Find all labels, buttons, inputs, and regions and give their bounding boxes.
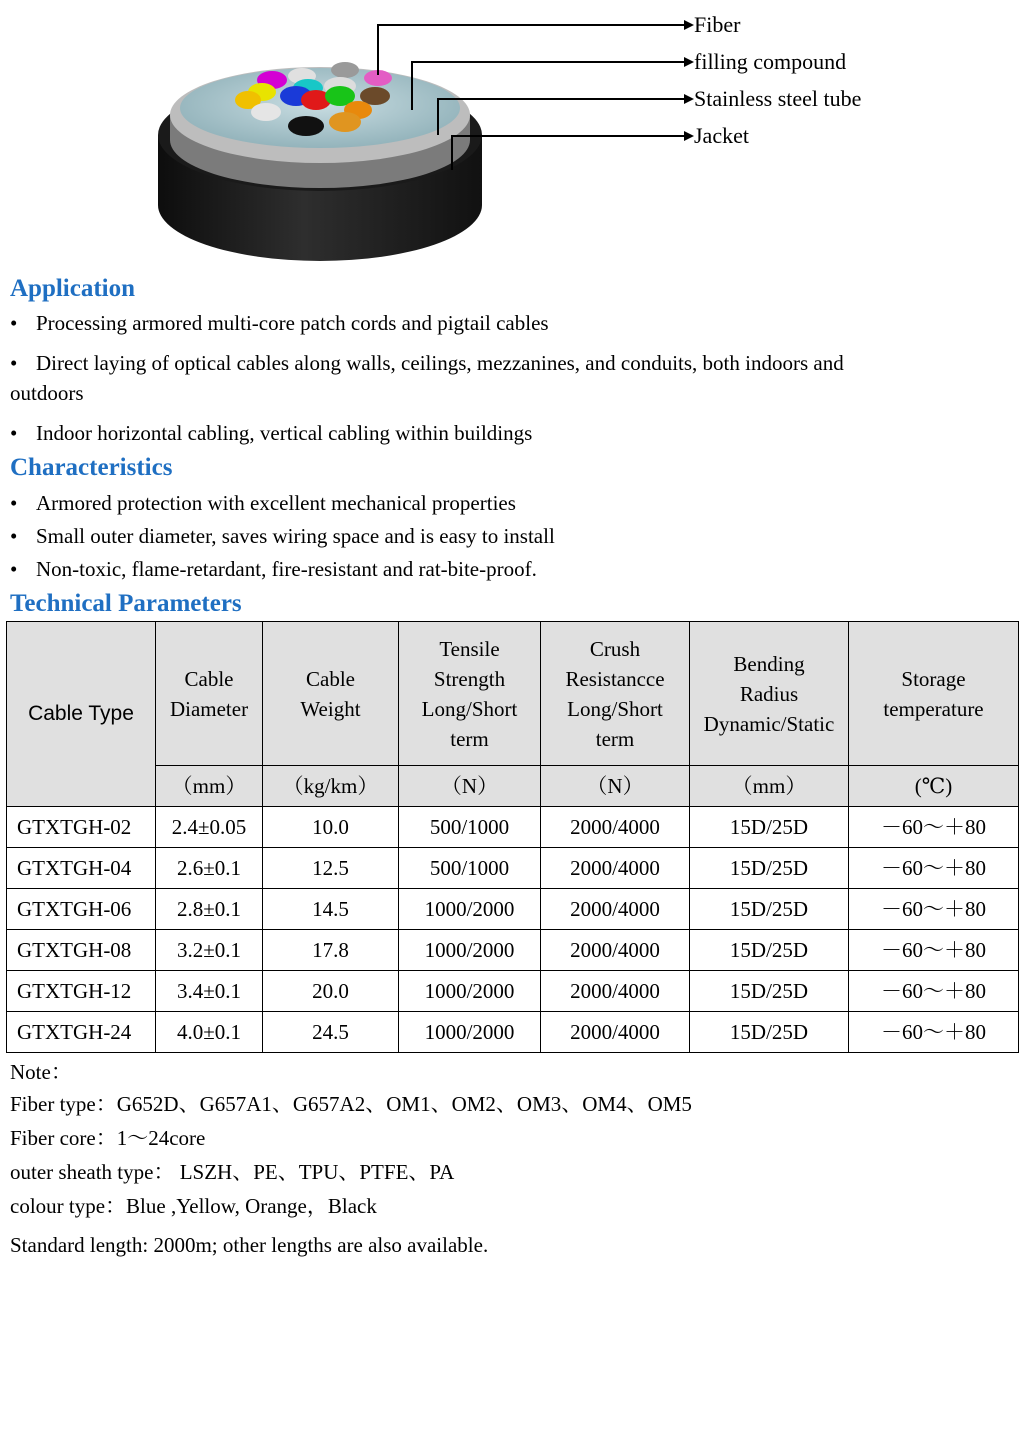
table-cell: 500/1000	[399, 807, 541, 848]
header-crush-resistance: Crush Resistancce Long/Short term	[541, 622, 690, 766]
table-cell: －60～＋80	[849, 1012, 1019, 1053]
note-fiber-type: Fiber type：G652D、G657A1、G657A2、OM1、OM2、OM3、OM4、OM5	[10, 1092, 692, 1116]
table-cell: 1000/2000	[399, 889, 541, 930]
table-row	[7, 848, 1019, 889]
technical-parameters-table	[6, 621, 1019, 1053]
table-cell: 2000/4000	[541, 1012, 690, 1053]
unit-cell: (℃)	[849, 766, 1019, 807]
characteristics-item-text: Armored protection with excellent mechanical properties	[36, 491, 516, 515]
note-colour-type: colour type：Blue ,Yellow, Orange，Black	[10, 1194, 377, 1218]
table-body	[7, 807, 1019, 1053]
callout-stainless-steel-tube: Stainless steel tube	[694, 86, 862, 111]
table-cell: 2000/4000	[541, 807, 690, 848]
table-cell: 15D/25D	[690, 807, 849, 848]
table-cell: －60～＋80	[849, 930, 1019, 971]
table-cell: 15D/25D	[690, 889, 849, 930]
application-item: • Indoor horizontal cabling, vertical cabling within buildings	[10, 421, 533, 445]
table-cell: －60～＋80	[849, 807, 1019, 848]
note-outer-sheath-type: outer sheath type： LSZH、PE、TPU、PTFE、PA	[10, 1160, 455, 1184]
callout-fiber: Fiber	[694, 12, 741, 37]
callout-filling-compound: filling compound	[694, 49, 847, 74]
table-header-row	[7, 622, 1019, 766]
cable-cross-section-figure	[0, 0, 1024, 275]
table-cell: 2.6±0.1	[156, 848, 263, 889]
callout-jacket: Jacket	[694, 123, 749, 148]
characteristics-item-text: Non-toxic, flame-retardant, fire-resistant and rat-bite-proof.	[36, 557, 537, 581]
unit-cell: （N）	[541, 766, 690, 807]
table-cell: －60～＋80	[849, 971, 1019, 1012]
unit-cell: （mm）	[690, 766, 849, 807]
application-item-text: Processing armored multi-core patch cords and pigtail cables	[36, 311, 549, 335]
table-cell: 24.5	[263, 1012, 399, 1053]
cable-type-cell: GTXTGH-04	[7, 848, 156, 889]
characteristics-item: • Small outer diameter, saves wiring space and is easy to install	[10, 524, 555, 548]
table-row	[7, 1012, 1019, 1053]
table-cell: 15D/25D	[690, 971, 849, 1012]
cable-type-cell: GTXTGH-08	[7, 930, 156, 971]
cable-type-cell: GTXTGH-12	[7, 971, 156, 1012]
table-units-row	[7, 766, 1019, 807]
header-bending-radius: Bending Radius Dynamic/Static	[690, 622, 849, 766]
header-tensile-strength: Tensile Strength Long/Short term	[399, 622, 541, 766]
application-item: • Processing armored multi-core patch cords and pigtail cables	[10, 311, 549, 335]
application-item-continuation: outdoors	[10, 381, 84, 405]
table-row	[7, 889, 1019, 930]
table-cell: 3.2±0.1	[156, 930, 263, 971]
unit-cell: （N）	[399, 766, 541, 807]
table-cell: 15D/25D	[690, 848, 849, 889]
callout-arrowheads	[684, 20, 694, 141]
table-cell: 2000/4000	[541, 971, 690, 1012]
note-standard-length: Standard length: 2000m; other lengths are also available.	[10, 1233, 489, 1257]
characteristics-item: • Non-toxic, flame-retardant, fire-resistant and rat-bite-proof.	[10, 557, 537, 581]
table-cell: 2000/4000	[541, 930, 690, 971]
table-cell: 1000/2000	[399, 1012, 541, 1053]
table-cell: －60～＋80	[849, 889, 1019, 930]
application-item-text: Indoor horizontal cabling, vertical cabling within buildings	[36, 421, 533, 445]
table-cell: 12.5	[263, 848, 399, 889]
cable-type-cell: GTXTGH-24	[7, 1012, 156, 1053]
cable-illustration	[0, 0, 1024, 275]
application-heading: Application	[10, 275, 136, 302]
table-cell: 15D/25D	[690, 1012, 849, 1053]
note-label: Note：	[10, 1060, 72, 1084]
table-cell: 4.0±0.1	[156, 1012, 263, 1053]
technical-parameters-heading: Technical Parameters	[10, 590, 242, 617]
table-cell: 17.8	[263, 930, 399, 971]
table-cell: －60～＋80	[849, 848, 1019, 889]
table-cell: 1000/2000	[399, 971, 541, 1012]
table-row	[7, 930, 1019, 971]
application-item: • Direct laying of optical cables along walls, ceilings, mezzanines, and conduits, both indoors and	[10, 351, 844, 375]
table-cell: 14.5	[263, 889, 399, 930]
table-cell: 2.4±0.05	[156, 807, 263, 848]
table-cell: 2000/4000	[541, 889, 690, 930]
application-item-text: Direct laying of optical cables along walls, ceilings, mezzanines, and conduits, both indoors and	[36, 351, 844, 375]
table-cell: 10.0	[263, 807, 399, 848]
table-row	[7, 971, 1019, 1012]
header-cable-weight: Cable Weight	[263, 622, 399, 766]
unit-cell: （mm）	[156, 766, 263, 807]
cable-type-cell: GTXTGH-02	[7, 807, 156, 848]
table-row	[7, 807, 1019, 848]
characteristics-item-text: Small outer diameter, saves wiring space and is easy to install	[36, 524, 555, 548]
table-cell: 500/1000	[399, 848, 541, 889]
header-storage-temperature: Storage temperature	[849, 622, 1019, 766]
table-cell: 2000/4000	[541, 848, 690, 889]
table-cell: 2.8±0.1	[156, 889, 263, 930]
header-cable-type: Cable Type	[7, 622, 156, 807]
table-cell: 3.4±0.1	[156, 971, 263, 1012]
table-cell: 15D/25D	[690, 930, 849, 971]
table-cell: 1000/2000	[399, 930, 541, 971]
note-fiber-core: Fiber core：1～24core	[10, 1126, 206, 1150]
header-cable-diameter: Cable Diameter	[156, 622, 263, 766]
table-cell: 20.0	[263, 971, 399, 1012]
characteristics-item: • Armored protection with excellent mechanical properties	[10, 491, 516, 515]
unit-cell: （kg/km）	[263, 766, 399, 807]
cable-type-cell: GTXTGH-06	[7, 889, 156, 930]
characteristics-heading: Characteristics	[10, 454, 173, 481]
